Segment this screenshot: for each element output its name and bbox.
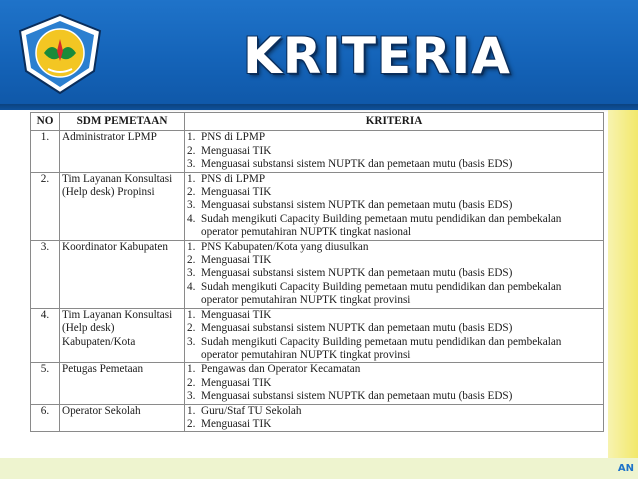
criteria-item: 2. Menguasai TIK xyxy=(187,144,272,157)
criteria-item: 1. Guru/Staf TU Sekolah xyxy=(187,404,302,417)
row-criteria xyxy=(185,240,604,308)
row-sdm: Petugas Pemetaan xyxy=(60,363,185,404)
row-criteria xyxy=(185,308,604,363)
row-sdm: Tim Layanan Konsultasi (Help desk) Kabupaten/Kota xyxy=(60,308,185,363)
criteria-item: 1. PNS di LPMP xyxy=(187,172,266,185)
table-row xyxy=(31,131,604,172)
row-number: 4. xyxy=(31,308,60,363)
row-criteria xyxy=(185,172,604,240)
criteria-item: 3. Menguasai substansi sistem NUPTK dan pemetaan mutu (basis EDS) xyxy=(187,267,513,280)
row-sdm: Tim Layanan Konsultasi (Help desk) Propinsi xyxy=(60,172,185,240)
header-kriteria: KRITERIA xyxy=(185,113,604,131)
table-row xyxy=(31,404,604,432)
row-number: 2. xyxy=(31,172,60,240)
row-number: 3. xyxy=(31,240,60,308)
criteria-item: 4. Sudah mengikuti Capacity Building pemetaan mutu pendidikan dan pembekalan operator pemutahiran NUPTK tingkat nasional xyxy=(187,212,562,239)
table-row xyxy=(31,363,604,404)
right-decor-strip xyxy=(608,110,638,479)
row-number: 5. xyxy=(31,363,60,404)
criteria-item: 3. Menguasai substansi sistem NUPTK dan pemetaan mutu (basis EDS) xyxy=(187,390,513,403)
criteria-table xyxy=(30,112,604,432)
table-row xyxy=(31,172,604,240)
table-row xyxy=(31,308,604,363)
header-no: NO xyxy=(31,113,60,131)
criteria-item: 4. Sudah mengikuti Capacity Building pemetaan mutu pendidikan dan pembekalan operator pemutahiran NUPTK tingkat provinsi xyxy=(187,280,562,307)
criteria-item: 1. PNS di LPMP xyxy=(187,131,266,144)
criteria-item: 2. Menguasai TIK xyxy=(187,186,272,199)
criteria-item: 2. Menguasai TIK xyxy=(187,376,272,389)
criteria-item: 2. Menguasai substansi sistem NUPTK dan pemetaan mutu (basis EDS) xyxy=(187,322,513,335)
header-sdm: SDM PEMETAAN xyxy=(60,113,185,131)
tut-wuri-handayani-logo xyxy=(14,13,106,95)
row-criteria xyxy=(185,363,604,404)
table-header-row xyxy=(31,113,604,131)
row-criteria xyxy=(185,404,604,432)
row-sdm: Administrator LPMP xyxy=(60,131,185,172)
row-criteria xyxy=(185,131,604,172)
row-number: 6. xyxy=(31,404,60,432)
header-shadow xyxy=(0,104,638,112)
criteria-item: 2. Menguasai TIK xyxy=(187,254,272,267)
footer-partial-text: AN xyxy=(617,463,634,474)
row-sdm: Operator Sekolah xyxy=(60,404,185,432)
table-row xyxy=(31,240,604,308)
bottom-bar xyxy=(0,458,638,479)
criteria-item: 1. Menguasai TIK xyxy=(187,308,272,321)
criteria-item: 3. Menguasai substansi sistem NUPTK dan pemetaan mutu (basis EDS) xyxy=(187,158,513,171)
criteria-item: 2. Menguasai TIK xyxy=(187,417,272,430)
criteria-item: 3. Sudah mengikuti Capacity Building pemetaan mutu pendidikan dan pembekalan operator pemutahiran NUPTK tingkat provinsi xyxy=(187,335,562,361)
page-title: KRITERIA xyxy=(243,27,511,85)
row-sdm: Koordinator Kabupaten xyxy=(60,240,185,308)
criteria-item: 1. Pengawas dan Operator Kecamatan xyxy=(187,363,361,376)
criteria-item: 1. PNS Kabupaten/Kota yang diusulkan xyxy=(187,240,369,253)
left-margin xyxy=(0,110,30,479)
criteria-item: 3. Menguasai substansi sistem NUPTK dan pemetaan mutu (basis EDS) xyxy=(187,199,513,212)
row-number: 1. xyxy=(31,131,60,172)
